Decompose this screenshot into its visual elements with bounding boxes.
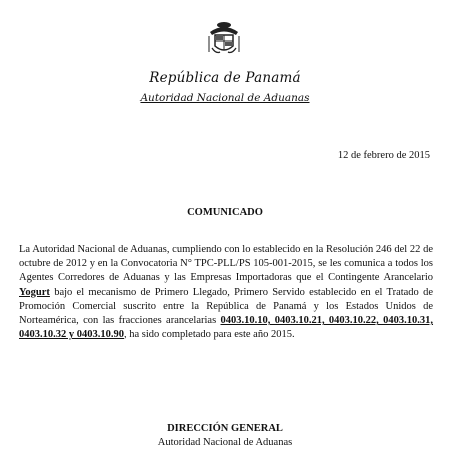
document-date: 12 de febrero de 2015 (337, 150, 430, 161)
header-authority-text: Autoridad Nacional de Aduanas (140, 92, 310, 104)
header-authority (0, 92, 450, 104)
signature-subtitle: Autoridad Nacional de Aduanas (157, 437, 293, 448)
tariff-codes: 0403.10.10, 0403.10.21, 0403.10.22, 0403.10.31, 0403.10.32 y 0403.10.90 (19, 315, 434, 341)
product-name: Yogurt (19, 286, 50, 298)
coat-of-arms-seal (206, 18, 242, 58)
body-part-3: , ha sido completado para este año 2015. (124, 329, 295, 341)
body-part-1: La Autoridad Nacional de Aduanas, cumpliendo con lo establecido en la Resolución 246 del 22 de octubre de 2012 y en la Convocatoria N° TPC-PLL/PS 105-001-2015, se les comunica a todos los Agentes Corredores de Aduanas y las Empresas Importadoras que el Contingente Arancelario (19, 244, 433, 284)
body-paragraph (19, 243, 433, 342)
header-republic: República de Panamá (149, 70, 301, 86)
body-part-2: bajo el mecanismo de Primero Llegado, Primero Servido establecido en el Tratado de Promoción Comercial suscrito entre la República de Panamá y los Estados Unidos de Norteamérica, con las fracciones arancelarias (19, 286, 433, 327)
document-title: COMUNICADO (187, 207, 263, 218)
signature-title: DIRECCIÓN GENERAL (167, 423, 283, 434)
